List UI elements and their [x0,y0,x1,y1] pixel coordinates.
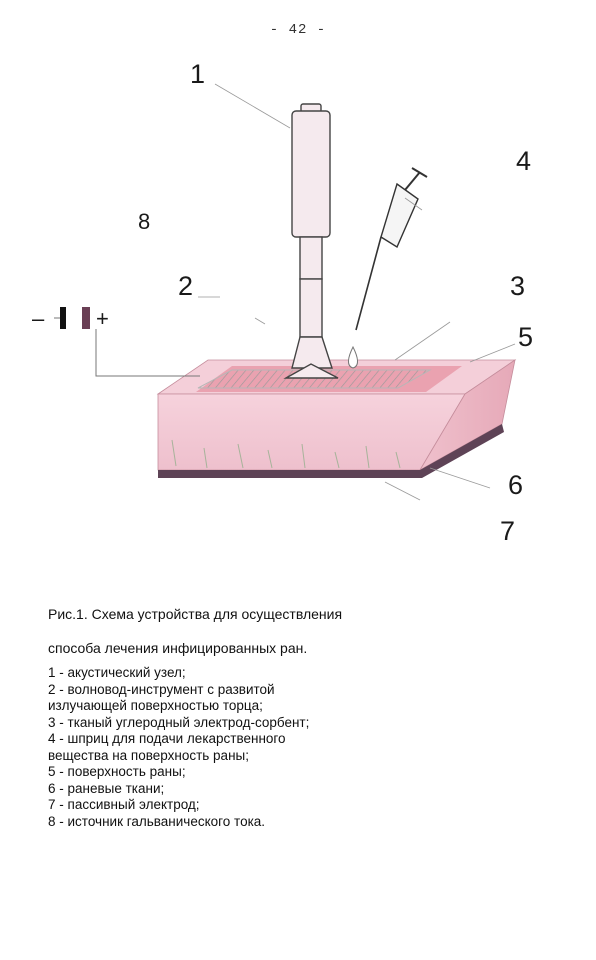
medicine-drop [348,347,357,368]
syringe [356,168,427,330]
label-4: 4 [516,146,532,176]
galvanic-source [32,306,109,331]
legend-item: вещества на поверхность раны; [48,747,249,763]
label-3: 3 [510,271,526,301]
legend-item: 8 - источник гальванического тока. [48,813,266,829]
page-number: - 42 - [269,22,327,38]
battery-plus-sign: + [96,306,109,331]
tissue-front-face [158,394,465,470]
legend-item: 7 - пассивный электрод; [48,797,200,812]
label-2: 2 [178,271,194,301]
wires [96,329,200,376]
figure-caption-line-2: способа лечения инфицированных ран. [48,640,308,656]
acoustic-unit [292,104,330,279]
label-1: 1 [190,59,206,89]
legend-item: 3 - тканый углеродный электрод-сорбент; [48,714,310,730]
legend-item: 6 - раневые ткани; [48,780,165,796]
legend-item: 1 - акустический узел; [48,665,186,680]
label-6: 6 [508,470,524,500]
legend-item: излучающей поверхностью торца; [48,698,263,713]
figure-legend [48,665,309,830]
battery-cell-negative [60,307,66,329]
label-8: 8 [138,209,151,234]
label-7: 7 [500,516,516,546]
battery-cell-positive [82,307,90,329]
waveguide-instrument [286,279,338,378]
figure-caption-line-1: Рис.1. Схема устройства для осуществления [48,606,343,622]
legend-item: 5 - поверхность раны; [48,764,186,779]
battery-minus-sign: – [32,306,45,331]
label-5: 5 [518,322,534,352]
legend-item: 2 - волновод-инструмент с развитой [48,681,275,697]
legend-item: 4 - шприц для подачи лекарственного [48,731,286,746]
